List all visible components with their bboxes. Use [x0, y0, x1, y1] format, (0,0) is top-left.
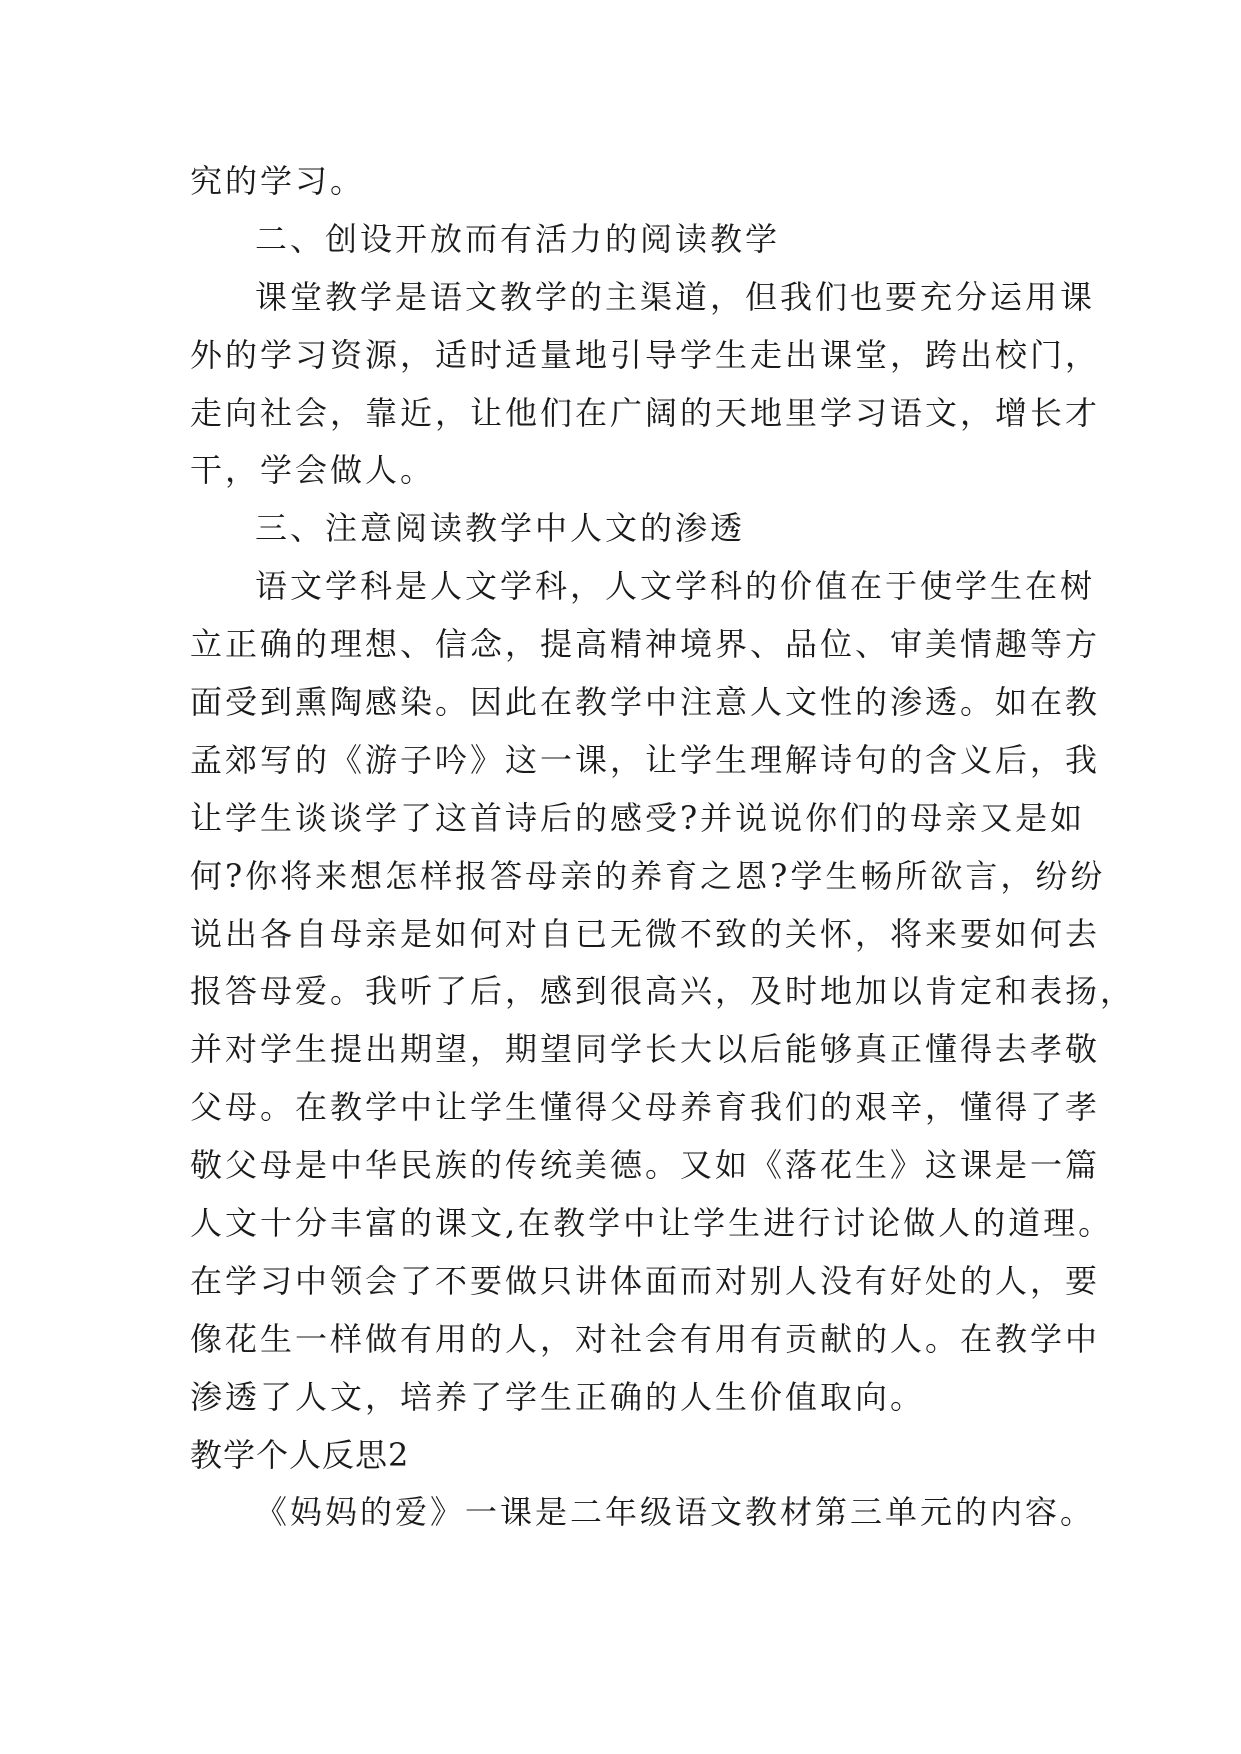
section-heading: 三、注意阅读教学中人文的渗透 [255, 509, 746, 548]
text-line: 让学生谈谈学了这首诗后的感受?并说说你们的母亲又是如 [190, 798, 1086, 837]
text-line: 语文学科是人文学科，人文学科的价值在于使学生在树 [255, 567, 1096, 606]
text-line: 《妈妈的爱》一课是二年级语文教材第三单元的内容。 [255, 1493, 1096, 1532]
text-line: 并对学生提出期望，期望同学长大以后能够真正懂得去孝敬 [190, 1030, 1101, 1069]
text-line: 究的学习。 [190, 162, 366, 200]
text-line: 走向社会，靠近，让他们在广阔的天地里学习语文，增长才 [190, 393, 1101, 432]
section-heading: 二、创设开放而有活力的阅读教学 [255, 219, 781, 258]
text-line: 渗透了人文，培养了学生正确的人生价值取向。 [190, 1377, 926, 1416]
text-line: 父母。在教学中让学生懂得父母养育我们的艰辛，懂得了孝 [190, 1088, 1101, 1127]
section-title: 教学个人反思2 [190, 1435, 410, 1474]
text-line: 敬父母是中华民族的传统美德。又如《落花生》这课是一篇 [190, 1146, 1101, 1185]
text-line: 孟郊写的《游子吟》这一课，让学生理解诗句的含义后，我 [190, 740, 1101, 779]
text-line: 人文十分丰富的课文,在教学中让学生进行讨论做人的道理。 [190, 1204, 1114, 1243]
text-line: 面受到熏陶感染。因此在教学中注意人文性的渗透。如在教 [190, 683, 1101, 722]
document-body [190, 153, 1136, 1542]
text-line: 课堂教学是语文教学的主渠道，但我们也要充分运用课 [255, 277, 1096, 316]
text-line: 说出各自母亲是如何对自已无微不致的关怀，将来要如何去 [190, 914, 1101, 953]
text-line: 立正确的理想、信念，提高精神境界、品位、审美情趣等方 [190, 625, 1101, 664]
text-line: 干，学会做人。 [190, 451, 436, 490]
text-line: 何?你将来想怎样报答母亲的养育之恩?学生畅所欲言，纷纷 [190, 856, 1106, 895]
text-line: 像花生一样做有用的人，对社会有用有贡献的人。在教学中 [190, 1319, 1101, 1358]
text-line: 在学习中领会了不要做只讲体面而对别人没有好处的人，要 [190, 1261, 1101, 1300]
text-line: 报答母爱。我听了后，感到很高兴，及时地加以肯定和表扬， [190, 972, 1136, 1011]
text-line: 外的学习资源，适时适量地引导学生走出课堂，跨出校门， [190, 335, 1101, 374]
